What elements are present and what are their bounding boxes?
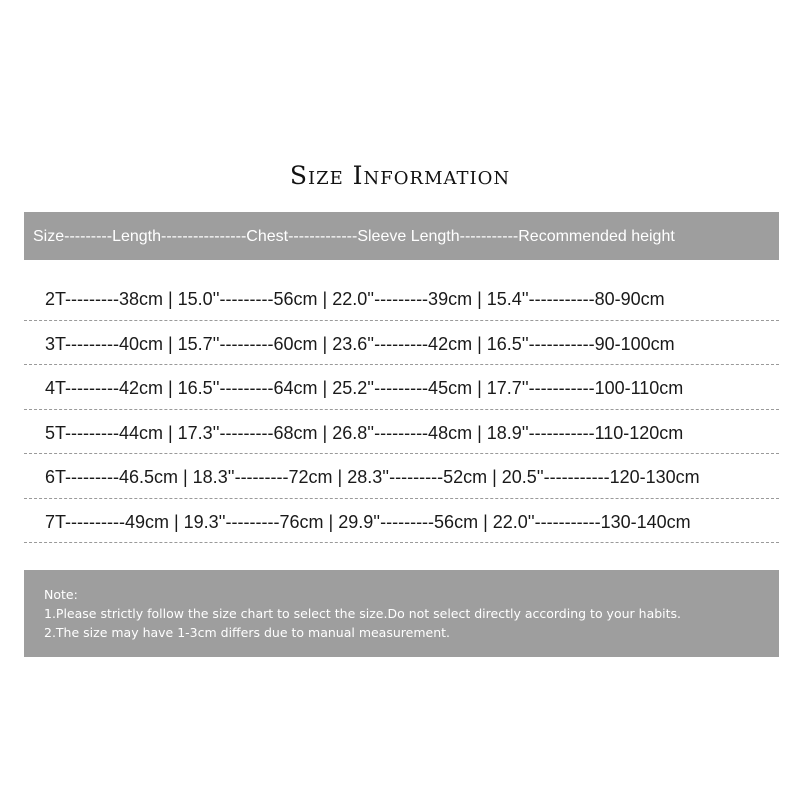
size-table-header: Size---------Length----------------Chest-------------Sleeve Length-----------Recommended height	[24, 212, 779, 260]
row-text-6t: 6T---------46.5cm | 18.3''---------72cm | 28.3''---------52cm | 20.5''-----------120-130cm	[45, 467, 700, 487]
table-row	[24, 410, 779, 455]
table-row	[24, 321, 779, 366]
note-line-1: 1.Please strictly follow the size chart to select the size.Do not select directly according to your habits.	[44, 606, 682, 621]
table-row	[24, 365, 779, 410]
row-text-2t: 2T---------38cm | 15.0''---------56cm | 22.0''---------39cm | 15.4''-----------80-90cm	[45, 289, 665, 309]
row-text-7t: 7T----------49cm | 19.3''---------76cm | 29.9''---------56cm | 22.0''-----------130-140cm	[45, 511, 691, 532]
note-heading: Note:	[44, 587, 78, 602]
table-row	[24, 499, 779, 544]
row-text-5t: 5T---------44cm | 17.3''---------68cm | 26.8''---------48cm | 18.9''-----------110-120cm	[45, 422, 684, 443]
note-box	[24, 570, 779, 657]
note-line-2: 2.The size may have 1-3cm differs due to manual measurement.	[44, 625, 450, 640]
size-table	[24, 276, 779, 543]
page-title: Size Information	[289, 161, 511, 190]
table-row	[24, 454, 779, 499]
row-text-4t: 4T---------42cm | 16.5''---------64cm | 25.2''---------45cm | 17.7''-----------100-110cm	[45, 378, 684, 398]
row-text-3t: 3T---------40cm | 15.7''---------60cm | 23.6''---------42cm | 16.5''-----------90-100cm	[45, 333, 675, 354]
table-row	[24, 276, 779, 321]
